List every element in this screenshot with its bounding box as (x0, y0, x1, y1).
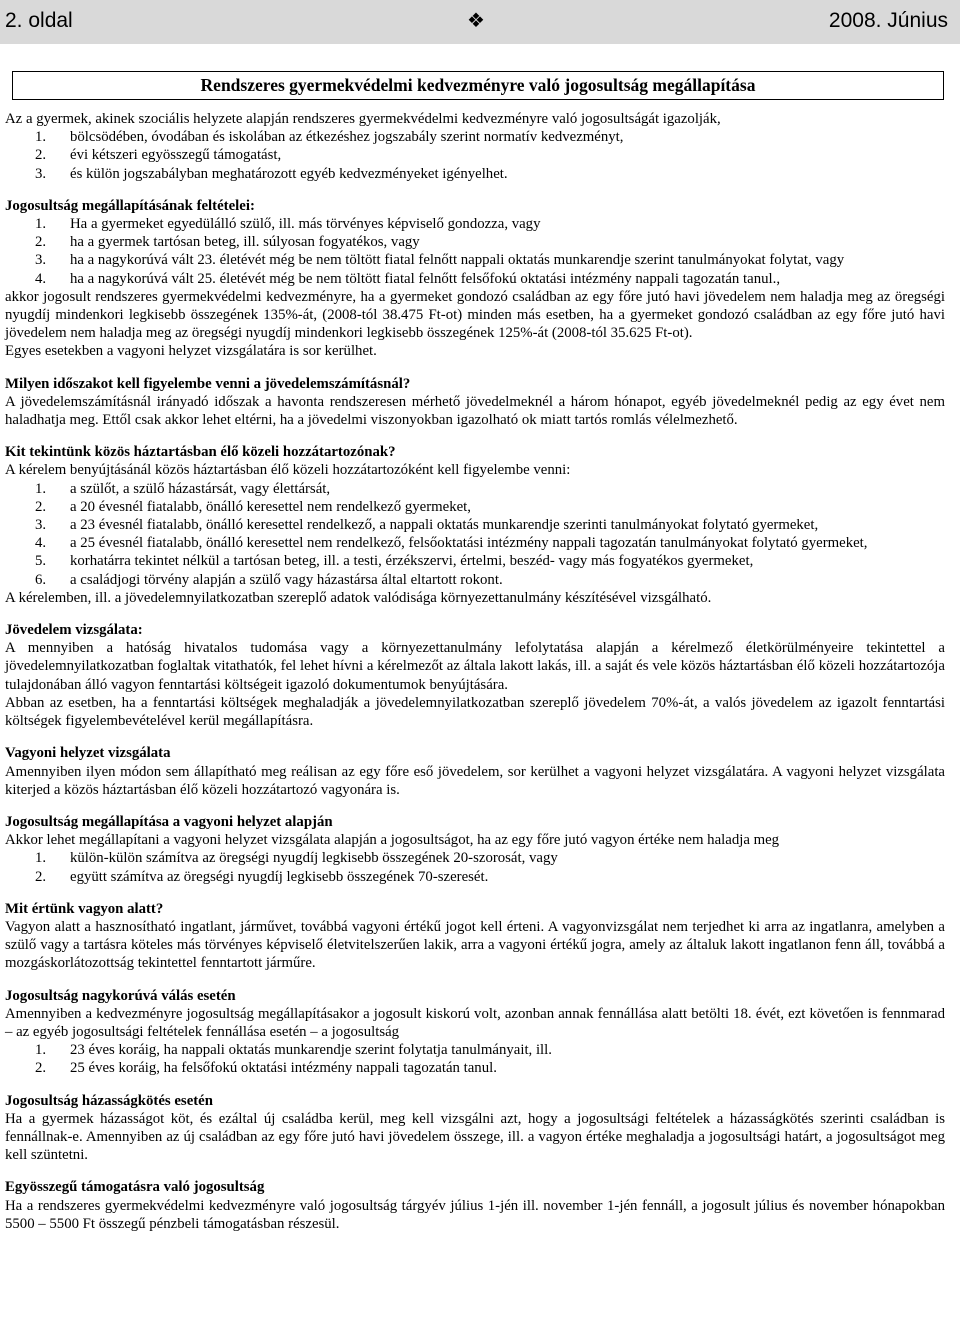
section-heading: Mit értünk vagyon alatt? (5, 900, 164, 917)
section-heading: Vagyoni helyzet vizsgálata (5, 745, 171, 762)
list-item: 4. a 25 évesnél fiatalabb, önálló keresettel nem rendelkező, felsőoktatási intézmény nappali tagozatán tanulmányokat folytató gyermeket, (35, 535, 868, 552)
list-item: 4. ha a nagykorúvá vált 25. életévét még be nem töltött fiatal felnőtt felsőfokú oktatási intézmény nappali tagozatán tanul., (35, 270, 781, 287)
list-item: 1. külön-külön számítva az öregségi nyugdíj legkisebb összegének 20-szorosát, vagy (35, 850, 558, 867)
list-item: 1. 23 éves koráig, ha nappali oktatás munkarendje szerint folytatja tanulmányait, ill. (35, 1042, 552, 1059)
list-item: 2. együtt számítva az öregségi nyugdíj legkisebb összegének 70-szeresét. (35, 868, 489, 885)
paragraph: Akkor lehet megállapítani a vagyoni helyzet vizsgálata alapján a jogosultságot, ha az egy főre jutó vagyon értéke nem haladja meg (5, 832, 780, 849)
list-item: 1. bölcsödében, óvodában és iskolában az étkezéshez jogszabály szerint normatív kedvezményt, (35, 129, 624, 146)
list-item: 2. évi kétszeri egyösszegű támogatást, (35, 147, 282, 164)
section-heading: Jogosultság megállapítása a vagyoni helyzet alapján (5, 813, 333, 830)
issue-date: 2008. Június (828, 9, 948, 32)
list-item: 1. Ha a gyermeket egyedülálló szülő, ill. más törvényes képviselő gondozza, vagy (35, 216, 541, 233)
ornament-icon: ❖ (467, 10, 485, 32)
list-item: 6. a családjogi törvény alapján a szülő vagy házastársa által eltartott rokont. (35, 571, 503, 588)
paragraph: Ha a rendszeres gyermekvédelmi kedvezményre való jogosultság tárgyév július 1-jén ill. november 1-jén fennáll, a jogosult július és november hónapokban 5500 – 5500 Ft összegű pénzbeli támogatásban részesül. (5, 1197, 945, 1232)
section-heading: Kit tekintünk közös háztartásban élő közeli hozzátartozónak? (5, 444, 396, 461)
section-heading: Jogosultság házasságkötés esetén (5, 1092, 213, 1109)
paragraph: Ha a gyermek házasságot köt, és ezáltal új családba kerül, meg kell vizsgálni azt, hogy a jogosultsági feltételek a házasságkötés szerinti családban is fennállnak-e. Amennyiben az új családban az egy főre jutó havi jövedelem összege, ill. a vagyon értéke meghaladja a jogosultsági határt, a jogosultságot meg kell szüntetni. (5, 1110, 945, 1164)
list-item: 5. korhatárra tekintet nélkül a tartósan beteg, ill. a testi, érzékszervi, értelmi, beszéd- vagy más fogyatékos gyermeket, (35, 553, 754, 570)
section-heading: Jogosultság nagykorúvá válás esetén (5, 987, 236, 1004)
intro-text: Az a gyermek, akinek szociális helyzete alapján rendszeres gyermekvédelmi kedvezményre való jogosultságát igazolják, (5, 111, 721, 127)
paragraph: Abban az esetben, ha a fenntartási költségek meghaladják a jövedelemnyilatkozatban szereplő jövedelem 70%-át, a valós jövedelem az igazolt fenntartási költségek figyelembevételével kerül megállapításra. (5, 694, 945, 730)
list-item: 3. és külön jogszabályban meghatározott egyéb kedvezményeket igényelhet. (35, 165, 508, 182)
paragraph: Amennyiben a kedvezményre jogosultság megállapításakor a jogosult kiskorú volt, azonban annak fennállása alatt betölti 18. évét, ezt követően is fennmarad – az egyéb jogosultsági feltételek fennállása esetén – a jogosultság (5, 1005, 945, 1040)
list-item: 2. ha a gyermek tartósan beteg, ill. súlyosan fogyatékos, vagy (35, 234, 420, 251)
document-body (5, 110, 945, 1233)
list-item: 3. ha a nagykorúvá vált 23. életévét még be nem töltött fiatal felnőtt nappali oktatás munkarendje szerint tanulmányokat folytat, vagy (35, 252, 845, 269)
paragraph: A mennyiben a hatóság hivatalos tudomása vagy a környezettanulmány lefolytatása alapján a kérelmező életkörülményeire tekintettel a jövedelemnyilatkozatban foglaltak vitathatók, fel lehet hívni a kérelmezőt az általa lakott lakás, ill. a saját és vele közös háztartásban élő közeli hozzátartozója tulajdonában álló vagyon fenntartási költségeit igazoló dokumentumok benyújtására. (5, 640, 945, 693)
page-header (0, 0, 960, 44)
document-title: Rendszeres gyermekvédelmi kedvezményre való jogosultság megállapítása (12, 71, 944, 100)
paragraph: A jövedelemszámításnál irányadó időszak a havonta rendszeresen mérhető jövedelmeknél a három hónapot, egyéb jövedelmeknél pedig az egy évet nem haladhatja meg. Ettől csak akkor lehet eltérni, ha a jövedelmi viszonyokban igazolható ok miatt tartós romlás vélelmezhető. (5, 393, 945, 429)
paragraph: akkor jogosult rendszeres gyermekvédelmi kedvezményre, ha a gyermeket gondozó családban az egy főre jutó havi jövedelem nem haladja meg az öregségi nyugdíj mindenkori legkisebb összegének 135%-át, (2008-tól 38.475 Ft-ot) minden más esetben, ha a gyermeket gondozó családban az egy főre jutó havi jövedelem nem haladja meg az öregségi nyugdíj mindenkori legkisebb összegének 125%-át (2008-tól 35.625 Ft-ot). (5, 288, 945, 342)
paragraph: Amennyiben ilyen módon sem állapítható meg reálisan az egy főre eső jövedelem, sor kerülhet a vagyoni helyzet vizsgálatára. A vagyoni helyzet vizsgálata kiterjed a közös háztartásban élő közeli hozzátartozó vagyonára is. (5, 763, 945, 798)
section-heading: Jövedelem vizsgálata: (5, 622, 143, 639)
section-heading: Egyösszegű támogatásra való jogosultság (5, 1179, 265, 1196)
list-item: 2. a 20 évesnél fiatalabb, önálló keresettel nem rendelkező gyermeket, (35, 498, 471, 515)
list-item: 3. a 23 évesnél fiatalabb, önálló keresettel rendelkező, a nappali oktatás munkarendje szerinti tanulmányokat folytató gyermeket, (35, 517, 819, 534)
paragraph: Vagyon alatt a hasznosítható ingatlant, járművet, továbbá vagyoni értékű jogot kell érteni. A vagyonvizsgálat nem terjedhet ki arra az ingatlanra, amelyben a szülő vagy a tartásra köteles más törvényes képviselő életvitelszerűen lakik, arra a vagyoni értékű jogra, amely az általuk lakott ingatlanon fenn áll, továbbá a mozgáskorlátozottság tekintettel fenntartott járműre. (5, 918, 945, 972)
paragraph: Egyes esetekben a vagyoni helyzet vizsgálatára is sor kerülhet. (5, 343, 377, 360)
page-number: 2. oldal (5, 9, 73, 32)
section-heading: Jogosultság megállapításának feltételei: (5, 197, 255, 214)
paragraph: A kérelem benyújtásánál közös háztartásban élő közeli hozzátartozóként kell figyelembe venni: (5, 462, 571, 479)
list-item: 2. 25 éves koráig, ha felsőfokú oktatási intézmény nappali tagozatán tanul. (35, 1060, 497, 1077)
list-item: 1. a szülőt, a szülő házastársát, vagy élettársát, (35, 480, 331, 497)
paragraph: A kérelemben, ill. a jövedelemnyilatkozatban szereplő adatok valódisága környezettanulmány készítésével vizsgálható. (5, 589, 712, 606)
section-heading: Milyen időszakot kell figyelembe venni a jövedelemszámításnál? (5, 375, 411, 392)
